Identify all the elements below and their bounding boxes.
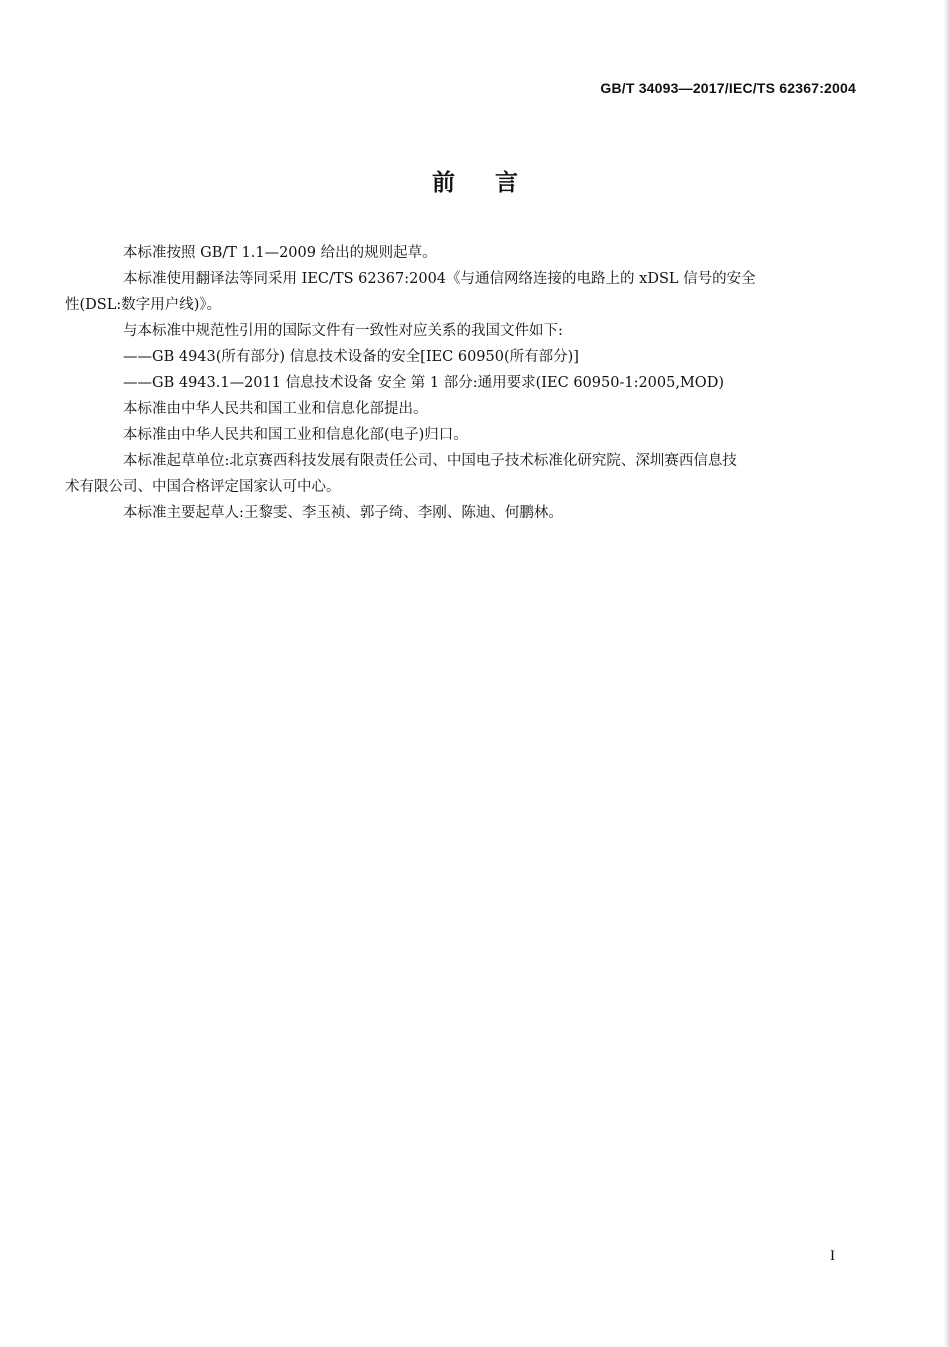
paragraph bbox=[94, 422, 858, 448]
paragraph-line: ——GB 4943.1—2011 信息技术设备 安全 第 1 部分:通用要求(IEC 60950-1:2005,MOD) bbox=[123, 375, 724, 391]
paragraph bbox=[94, 240, 858, 266]
paragraph-line: 与本标准中规范性引用的国际文件有一致性对应关系的我国文件如下: bbox=[123, 323, 563, 339]
paragraph bbox=[94, 318, 858, 344]
paragraph-line: 本标准由中华人民共和国工业和信息化部(电子)归口。 bbox=[123, 427, 468, 443]
page-edge-shadow bbox=[944, 0, 950, 1347]
paragraph bbox=[94, 370, 858, 396]
paragraph-line: ——GB 4943(所有部分) 信息技术设备的安全[IEC 60950(所有部分)] bbox=[123, 349, 579, 365]
page-title: 前言 bbox=[432, 170, 558, 196]
paragraph bbox=[65, 448, 858, 500]
paragraph-line: 本标准使用翻译法等同采用 IEC/TS 62367:2004《与通信网络连接的电路上的 xDSL 信号的安全 bbox=[123, 271, 756, 287]
paragraph bbox=[94, 500, 858, 526]
page-number: I bbox=[830, 1248, 835, 1264]
paragraph bbox=[94, 396, 858, 422]
paragraph bbox=[94, 344, 858, 370]
paragraph-line: 本标准按照 GB/T 1.1—2009 给出的规则起草。 bbox=[123, 245, 437, 261]
paragraph-line: 本标准由中华人民共和国工业和信息化部提出。 bbox=[123, 401, 428, 417]
paragraph-line: 性(DSL:数字用户线)》。 bbox=[65, 297, 222, 313]
paragraph bbox=[65, 266, 858, 318]
paragraph-line: 本标准起草单位:北京赛西科技发展有限责任公司、中国电子技术标准化研究院、深圳赛西信息技 bbox=[123, 453, 737, 469]
paragraph-line: 术有限公司、中国合格评定国家认可中心。 bbox=[65, 479, 341, 495]
paragraph-line: 本标准主要起草人:王黎雯、李玉祯、郭子绮、李刚、陈迪、何鹏林。 bbox=[123, 505, 563, 521]
document-code-header: GB/T 34093—2017/IEC/TS 62367:2004 bbox=[600, 80, 856, 96]
foreword-body bbox=[65, 240, 858, 526]
